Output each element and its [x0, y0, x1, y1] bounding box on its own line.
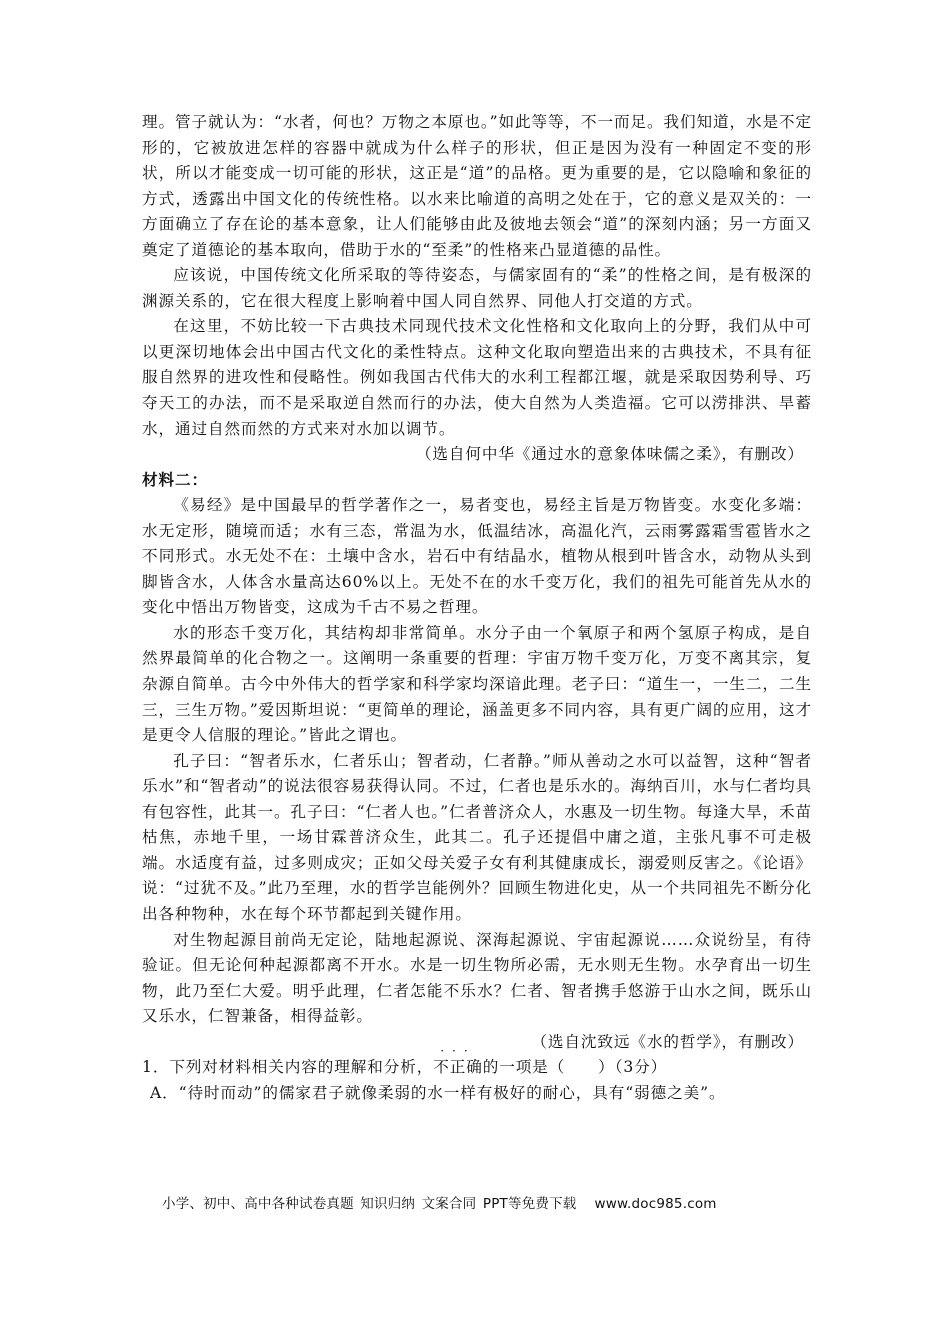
- footer-text: 小学、初中、高中各种试卷真题 知识归纳 文案合同 PPT等免费下载: [162, 1196, 577, 1212]
- material1-source: （选自何中华《通过水的意象体味儒之柔》，有删改）: [415, 445, 804, 464]
- page-footer: [162, 1192, 717, 1212]
- question-1-stem: [142, 1044, 812, 1081]
- emphasis-dots: ···: [440, 1044, 476, 1059]
- question-1-emphasis-text: 不正确: [433, 1058, 483, 1077]
- material2-paragraph-3: 孔子曰：“智者乐水，仁者乐山；智者动，仁者静。”师从善动之水可以益智，这种“智者乐水”和“智者动”的说法很容易获得认同。不过，仁者也是乐水的。海纳百川，水与仁者均具有包容性，此其一。孔子曰：“仁者人也。”仁者普济众人，水惠及一切生物。每逢大旱，禾苗枯焦，赤地千里，一场甘霖普济众生，此其二。孔子还提倡中庸之道，主张凡事不可走极端。水适度有益，过多则成灾；正如父母关爱子女有利其健康成长，溺爱则反害之。《论语》说：“过犹不及。”此乃至理，水的哲学岂能例外？回顾生物进化史，从一个共同祖先不断分化出各种物种，水在每个环节都起到关键作用。: [142, 751, 812, 923]
- material1-paragraph-2: 应该说，中国传统文化所采取的等待姿态，与儒家固有的“柔”的性格之间，是有极深的渊源关系的，它在很大程度上影响着中国人同自然界、同他人打交道的方式。: [142, 266, 812, 310]
- material2-source: （选自沈致远《水的哲学》，有删改）: [531, 1032, 804, 1051]
- material1-paragraph-3: 在这里，不妨比较一下古典技术同现代技术文化性格和文化取向上的分野，我们从中可以更深切地体会出中国古代文化的柔性特点。这种文化取向塑造出来的古典技术，不具有征服自然界的进攻性和侵略性。例如我国古代伟大的水利工程都江堰，就是采取因势利导、巧夺天工的办法，而不是采取逆自然而行的办法，使大自然为人类造福。它可以涝排洪、旱蓄水，通过自然而然的方式来对水加以调节。: [142, 317, 812, 438]
- question-1-stem-after: 的一项是（ ）（3分）: [482, 1058, 668, 1077]
- material2-paragraph-4: 对生物起源目前尚无定论，陆地起源说、深海起源说、宇宙起源说……众说纷呈，有待验证。但无论何种起源都离不开水。水是一切生物所必需，无水则无生物。水孕育出一切生物，此乃至仁大爱。明乎此理，仁者怎能不乐水？仁者、智者携手悠游于山水之间，既乐山又乐水，仁智兼备，相得益彰。: [142, 930, 812, 1026]
- material2-paragraph-1: 《易经》是中国最早的哲学著作之一，易者变也，易经主旨是万物皆变。水变化多端：水无定形，随境而适；水有三态，常温为水，低温结冰，高温化汽，云雨雾露霜雪雹皆水之不同形式。水无处不在：土壤中含水，岩石中有结晶水，植物从根到叶皆含水，动物从头到脚皆含水，人体含水量高达60%以上。无处不在的水千变万化，我们的祖先可能首先从水的变化中悟出万物皆变，这成为千古不易之哲理。: [142, 496, 812, 617]
- footer-url[interactable]: www.doc985.com: [594, 1196, 717, 1212]
- question-1-option-a: A．“待时而动”的儒家君子就像柔弱的水一样有极好的耐心，具有“弱德之美”。: [150, 1083, 726, 1102]
- material2-paragraph-2: 水的形态千变万化，其结构却非常简单。水分子由一个氧原子和两个氢原子构成，是自然界最简单的化合物之一。这阐明一条重要的哲理：宇宙万物千变万化，万变不离其宗，复杂源自简单。古今中外伟大的哲学家和科学家均深谙此理。老子曰：“道生一，一生二，二生三，三生万物。”爱因斯坦说：“更简单的理论，涵盖更多不同内容，具有更广阔的应用，这才是更令人信服的理论。”皆此之谓也。: [142, 623, 812, 745]
- question-1-emphasis: [433, 1044, 483, 1077]
- document-body: [142, 110, 812, 1106]
- material2-heading: 材料二：: [142, 470, 208, 489]
- material1-paragraph-continued: 理。管子就认为：“水者，何也？万物之本原也。”如此等等，不一而足。我们知道，水是不定形的，它被放进怎样的容器中就成为什么样子的形状，但正是因为没有一种固定不变的形状，所以才能变成一切可能的形状，这正是“道”的品格。更为重要的是，它以隐喻和象征的方式，透露出中国文化的传统性格。以水来比喻道的高明之处在于，它的意义是双关的：一方面确立了存在论的基本意象，让人们能够由此及彼地去领会“道”的深刻内涵；另一方面又奠定了道德论的基本取向，借助于水的“至柔”的性格来凸显道德的品性。: [142, 113, 812, 259]
- question-1-stem-before: 1．下列对材料相关内容的理解和分析，: [142, 1058, 434, 1077]
